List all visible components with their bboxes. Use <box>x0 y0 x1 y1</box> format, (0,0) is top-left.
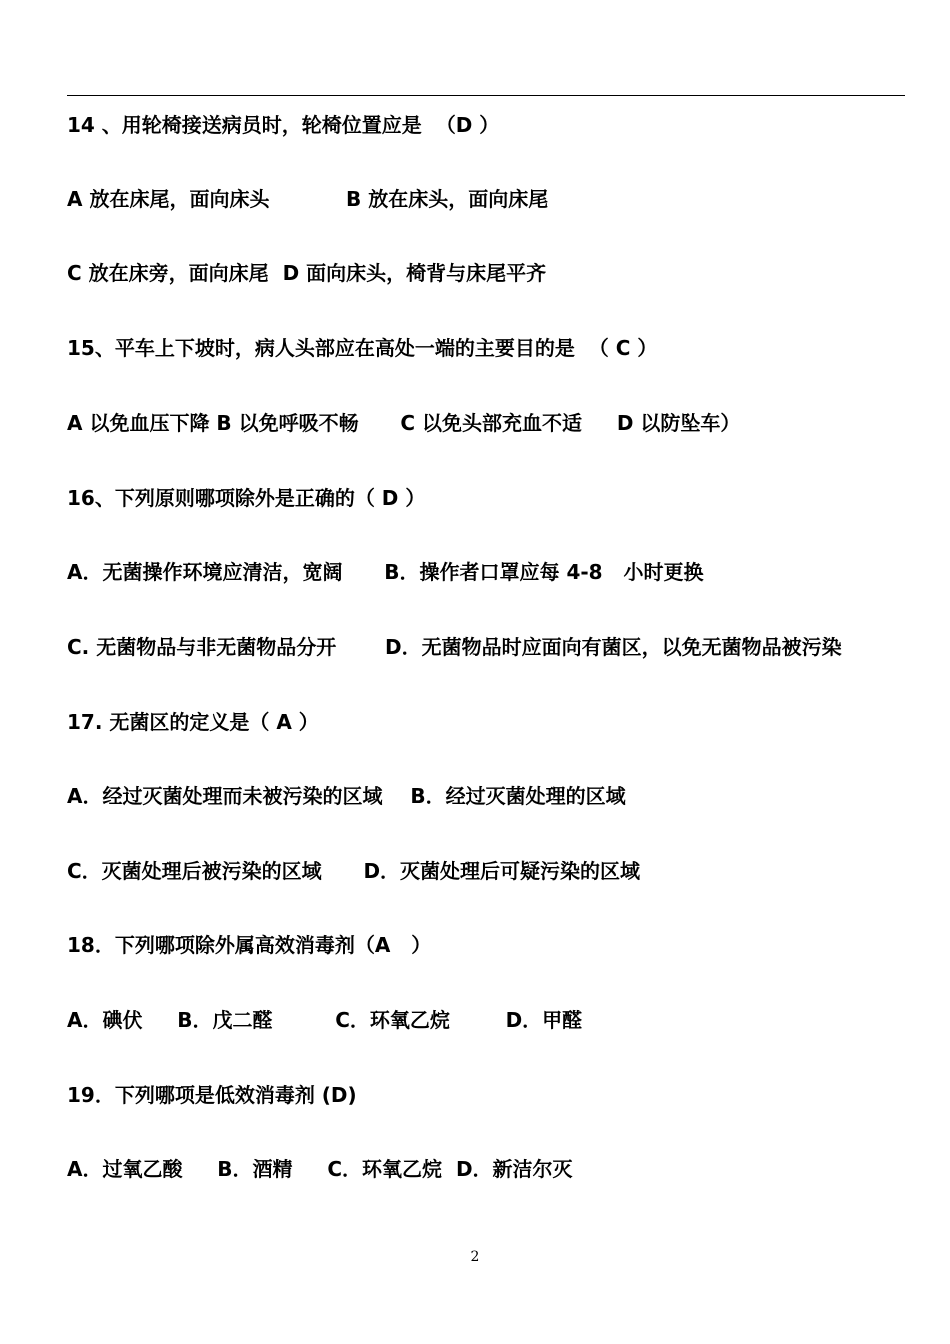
question-19: 19．下列哪项是低效消毒剂 (D) <box>67 1083 357 1107</box>
question-16-options-ab: A．无菌操作环境应清洁，宽阔 B．操作者口罩应每 4-8 小时更换 <box>67 560 704 584</box>
page-number: 2 <box>470 1249 480 1265</box>
question-16: 16、下列原则哪项除外是正确的（ D ） <box>67 486 426 510</box>
question-15: 15、平车上下坡时，病人头部应在高处一端的主要目的是 （ C ） <box>67 336 658 360</box>
question-17-options-cd: C．灭菌处理后被污染的区域 D．灭菌处理后可疑污染的区域 <box>67 859 641 883</box>
question-17: 17. 无菌区的定义是（ A ） <box>67 710 319 734</box>
question-18-options: A．碘伏 B．戊二醛 C．环氧乙烷 D．甲醛 <box>67 1008 583 1032</box>
question-14-options-ab: A 放在床尾，面向床头 B 放在床头，面向床尾 <box>67 187 549 211</box>
question-15-options: A 以免血压下降 B 以免呼吸不畅 C 以免头部充血不适 D 以防坠车） <box>67 411 741 435</box>
question-16-options-cd: C. 无菌物品与非无菌物品分开 D．无菌物品时应面向有菌区，以免无菌物品被污染 <box>67 635 842 659</box>
header-rule <box>67 95 905 96</box>
question-17-options-ab: A．经过灭菌处理而未被污染的区域 B．经过灭菌处理的区域 <box>67 784 626 808</box>
question-18: 18．下列哪项除外属高效消毒剂（A ） <box>67 933 432 957</box>
question-14-options-cd: C 放在床旁，面向床尾 D 面向床头，椅背与床尾平齐 <box>67 261 547 285</box>
question-19-options: A．过氧乙酸 B．酒精 C．环氧乙烷 D．新洁尔灭 <box>67 1157 573 1181</box>
question-14: 14 、用轮椅接送病员时，轮椅位置应是 （D ） <box>67 113 500 137</box>
